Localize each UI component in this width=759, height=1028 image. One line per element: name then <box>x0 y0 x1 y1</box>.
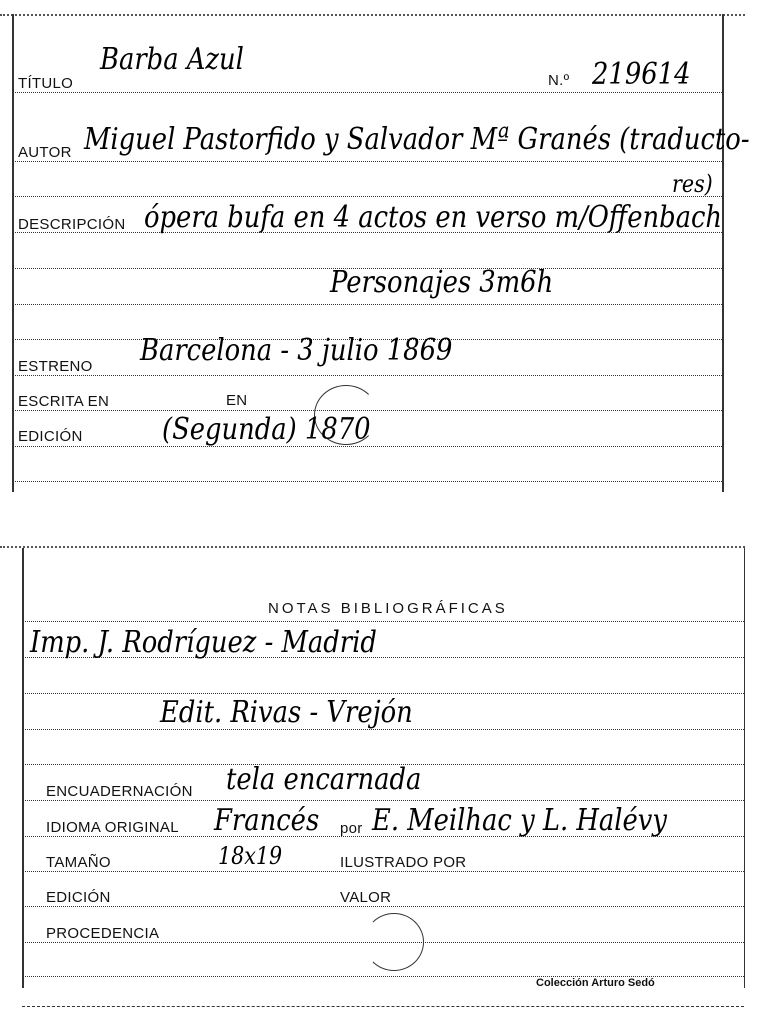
rule <box>12 304 724 305</box>
catalog-card-front <box>0 0 750 492</box>
notas-heading: NOTAS BIBLIOGRÁFICAS <box>268 600 508 617</box>
edicion-label: EDICIÓN <box>18 428 83 445</box>
numero-label: N.º <box>548 72 570 89</box>
idioma-label: IDIOMA ORIGINAL <box>46 819 179 836</box>
autor-label: AUTOR <box>18 144 72 161</box>
rule <box>12 481 724 482</box>
rule <box>12 161 724 162</box>
encuadernacion-label: ENCUADERNACIÓN <box>46 783 193 800</box>
card-top-edge <box>0 546 745 552</box>
estreno-label: ESTRENO <box>18 358 93 375</box>
notes-line-1: Imp. J. Rodríguez - Madrid <box>30 625 377 660</box>
edicion-label: EDICIÓN <box>46 889 111 906</box>
edicion-value: (Segunda) 1870 <box>162 412 371 447</box>
escrita-label: ESCRITA EN <box>18 393 110 410</box>
por-label: por <box>340 820 363 837</box>
por-value: E. Meilhac y L. Halévy <box>372 803 667 838</box>
titulo-value: Barba Azul <box>100 42 244 77</box>
collection-credit: Colección Arturo Sedó <box>536 977 655 989</box>
procedencia-label: PROCEDENCIA <box>46 925 160 942</box>
notes-line-2: Edit. Rivas - Vrejón <box>160 695 413 730</box>
rule <box>12 92 724 93</box>
card-right-border <box>722 14 724 492</box>
idioma-value: Francés <box>214 803 320 838</box>
autor-value-continuation: res) <box>672 170 713 198</box>
autor-value: Miguel Pastorfido y Salvador Mª Granés (traducto- <box>84 122 750 157</box>
rule <box>22 800 744 801</box>
card-left-border <box>12 14 14 492</box>
catalog-card-back <box>0 540 745 1010</box>
rule <box>22 693 744 694</box>
tamano-label: TAMAÑO <box>46 854 111 871</box>
titulo-label: TÍTULO <box>18 75 74 92</box>
personajes-value: Personajes 3m6h <box>330 265 554 300</box>
encuadernacion-value: tela encarnada <box>226 762 422 797</box>
card-top-edge <box>0 14 745 20</box>
card-left-border <box>22 548 24 988</box>
descripcion-value: ópera bufa en 4 actos en verso m/Offenbach <box>144 200 723 235</box>
card-bottom-edge <box>22 1006 744 1007</box>
valor-label: VALOR <box>340 889 392 906</box>
ilustrado-label: ILUSTRADO POR <box>340 854 467 871</box>
rule <box>12 375 724 376</box>
card-right-border <box>744 548 745 988</box>
estreno-value: Barcelona - 3 julio 1869 <box>140 333 453 368</box>
rule <box>22 871 744 872</box>
en-label: EN <box>226 392 248 409</box>
library-stamp <box>364 913 424 971</box>
rule <box>12 196 724 197</box>
tamano-value: 18x19 <box>218 842 283 870</box>
rule <box>22 906 744 907</box>
numero-value: 219614 <box>592 57 691 92</box>
rule <box>22 621 744 622</box>
descripcion-label: DESCRIPCIÓN <box>18 216 126 233</box>
